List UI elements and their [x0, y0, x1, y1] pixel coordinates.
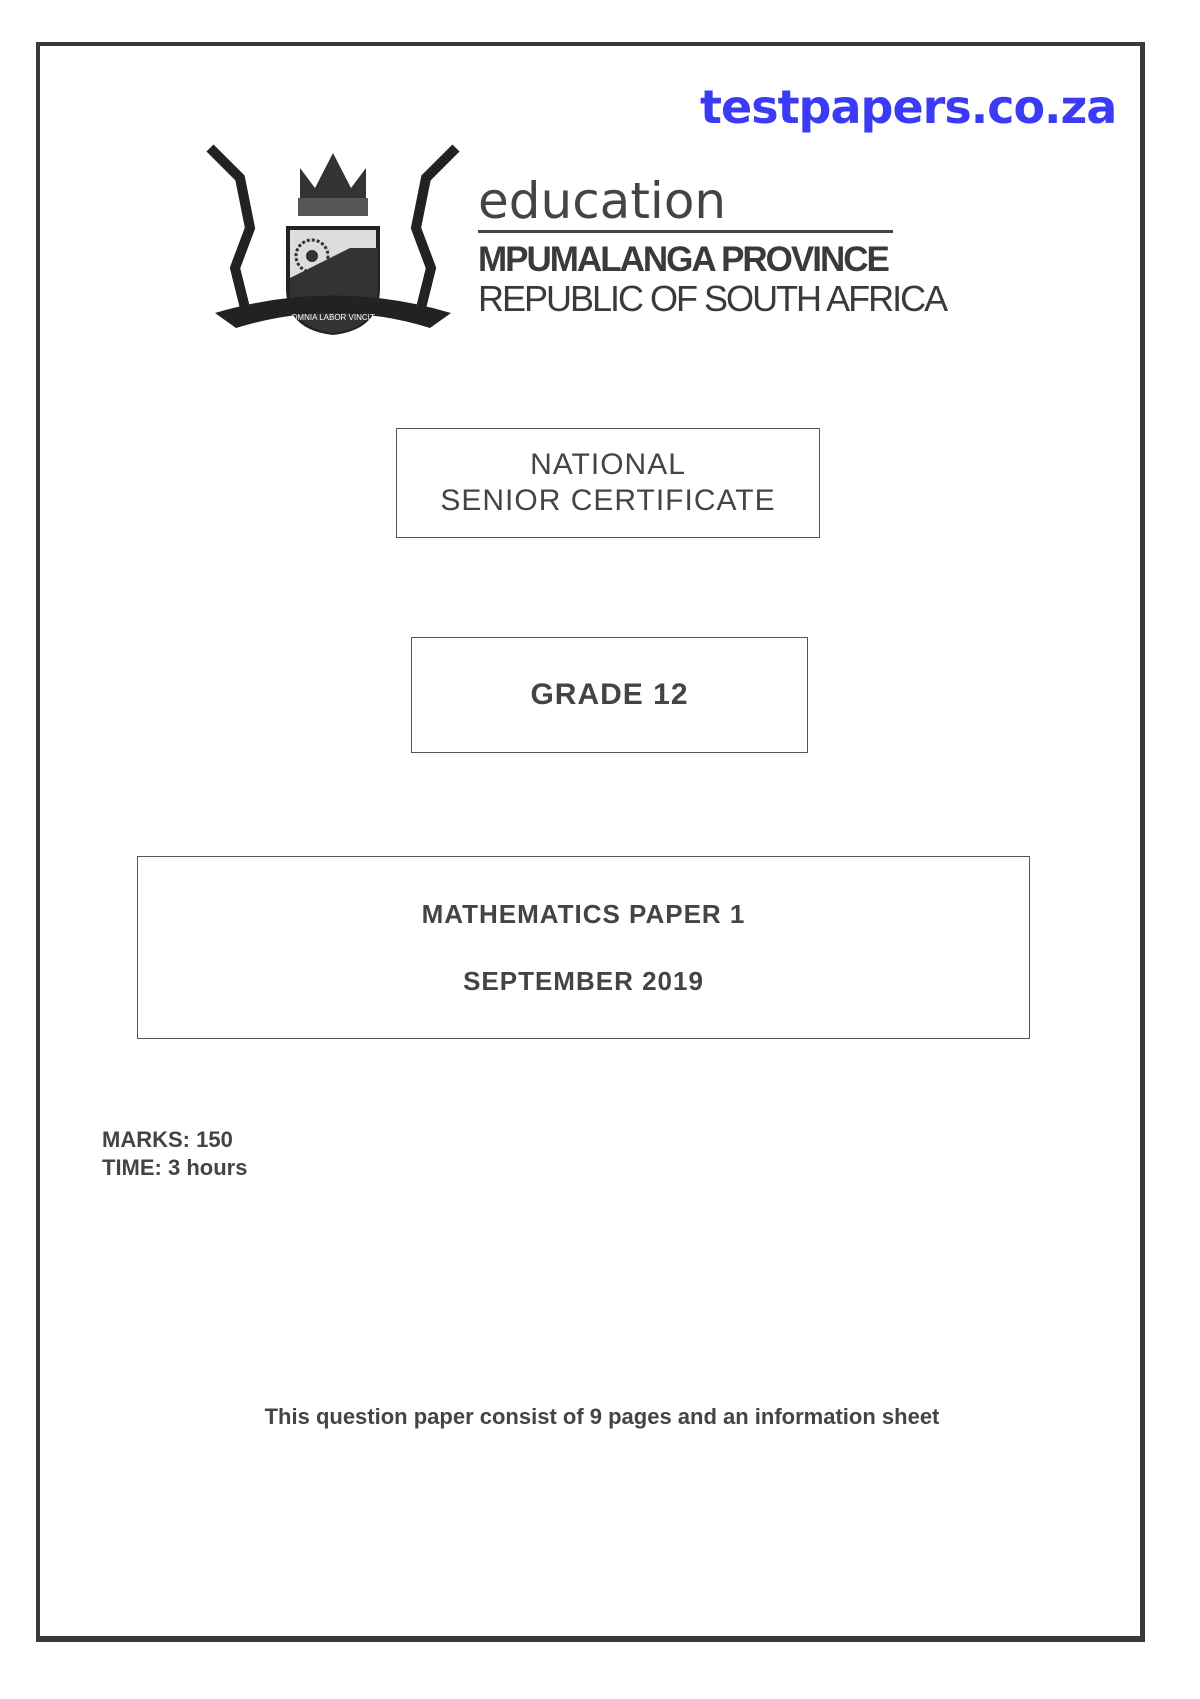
province-name: MPUMALANGA PROVINCE	[478, 240, 888, 279]
paper-box	[137, 856, 1030, 1039]
department-name: education	[478, 172, 727, 230]
crest-motto: OMNIA LABOR VINCIT	[291, 313, 375, 322]
header-divider	[478, 230, 893, 233]
certificate-box	[396, 428, 820, 538]
coat-of-arms-logo	[200, 138, 466, 350]
paper-date: SEPTEMBER 2019	[463, 965, 704, 996]
certificate-line2: SENIOR CERTIFICATE	[440, 484, 776, 517]
time-label: TIME: 3 hours	[102, 1155, 248, 1180]
paper-subject: MATHEMATICS PAPER 1	[421, 898, 746, 929]
country-name: REPUBLIC OF SOUTH AFRICA	[478, 278, 947, 319]
marks-label: MARKS: 150	[102, 1127, 233, 1152]
exam-info	[102, 1126, 247, 1182]
watermark-link[interactable]: testpapers.co.za	[700, 80, 1117, 134]
grade-label: GRADE 12	[530, 678, 689, 711]
grade-box	[411, 637, 808, 753]
certificate-line1: NATIONAL	[530, 448, 686, 481]
page-count-note: This question paper consist of 9 pages and an information sheet	[264, 1404, 940, 1429]
